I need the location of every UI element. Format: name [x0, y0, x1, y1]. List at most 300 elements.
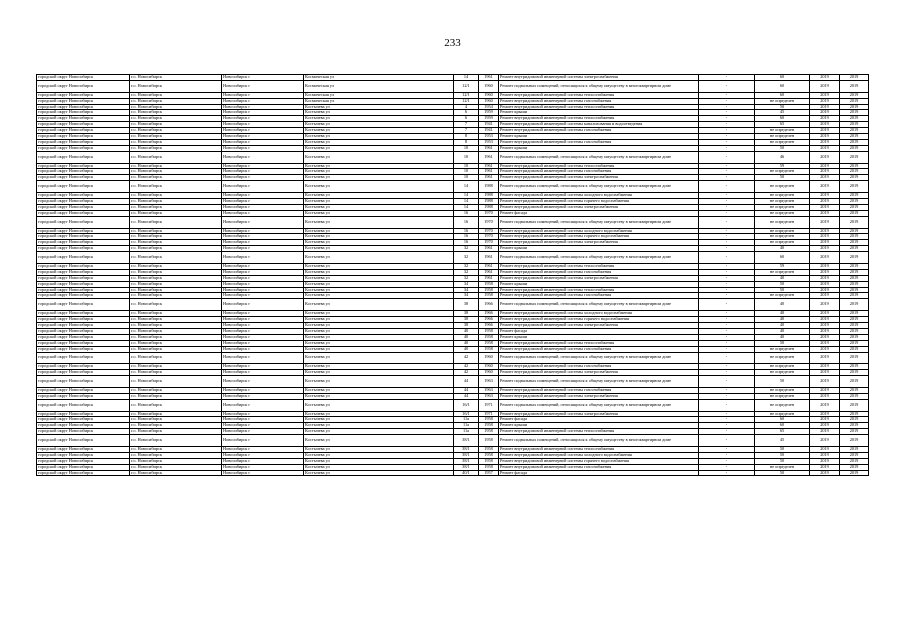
cell-end-year: 2019: [840, 417, 869, 423]
cell-work-type: Ремонт внутридомовой инженерной системы электроснабжения: [499, 204, 699, 210]
cell-street: Костычева ул: [304, 128, 454, 134]
cell-city: Новосибирск г: [222, 181, 304, 193]
cell-year-built: 1958: [479, 446, 499, 452]
cell-cost: не определен: [755, 464, 810, 470]
cell-district: городской округ Новосибирск: [37, 429, 130, 435]
cell-house-number: 42: [454, 352, 479, 364]
cell-end-year: 2019: [840, 370, 869, 376]
cell-district: городской округ Новосибирск: [37, 104, 130, 110]
cell-street: Костычева ул: [304, 275, 454, 281]
cell-house-number: 38/1: [454, 464, 479, 470]
cell-start-year: 2019: [810, 145, 840, 151]
cell-house-number: 10: [454, 175, 479, 181]
cell-district: городской округ Новосибирск: [37, 458, 130, 464]
cell-house-number: 11а: [454, 417, 479, 423]
cell-city: Новосибирск г: [222, 240, 304, 246]
cell-municipality: г.о. Новосибирск: [130, 193, 222, 199]
cell-year-built: 1960: [479, 80, 499, 92]
cell-city: Новосибирск г: [222, 446, 304, 452]
cell-city: Новосибирск г: [222, 423, 304, 429]
cell-municipality: г.о. Новосибирск: [130, 322, 222, 328]
cell-house-number: 32: [454, 246, 479, 252]
cell-municipality: г.о. Новосибирск: [130, 216, 222, 228]
cell-district: городской округ Новосибирск: [37, 169, 130, 175]
cell-start-year: 2019: [810, 128, 840, 134]
cell-house-number: 8: [454, 139, 479, 145]
cell-street: Костычева ул: [304, 393, 454, 399]
cell-year-built: 1958: [479, 464, 499, 470]
cell-dash: -: [699, 128, 755, 134]
cell-work-type: Ремонт фасада: [499, 328, 699, 334]
cell-municipality: г.о. Новосибирск: [130, 204, 222, 210]
cell-house-number: 12/1: [454, 98, 479, 104]
table-row: [37, 151, 869, 163]
cell-year-built: 1957: [479, 470, 499, 476]
cell-house-number: 38/1: [454, 446, 479, 452]
cell-street: Костычева ул: [304, 169, 454, 175]
cell-work-type: Ремонт внутридомовой инженерной системы теплоснабжения: [499, 163, 699, 169]
cell-street: Костычева ул: [304, 210, 454, 216]
cell-district: городской округ Новосибирск: [37, 145, 130, 151]
cell-city: Новосибирск г: [222, 134, 304, 140]
cell-street: Костычева ул: [304, 311, 454, 317]
cell-house-number: 38/1: [454, 458, 479, 464]
cell-end-year: 2019: [840, 423, 869, 429]
cell-district: городской округ Новосибирск: [37, 387, 130, 393]
cell-end-year: 2019: [840, 240, 869, 246]
cell-cost: 60: [755, 80, 810, 92]
cell-street: Костычева ул: [304, 145, 454, 151]
cell-cost: не определен: [755, 240, 810, 246]
cell-street: Костычева ул: [304, 151, 454, 163]
cell-work-type: Ремонт подвальных помещений, относящихся к общему имуществу в многоквартирном доме: [499, 252, 699, 264]
cell-city: Новосибирск г: [222, 411, 304, 417]
cell-dash: -: [699, 464, 755, 470]
cell-start-year: 2019: [810, 293, 840, 299]
cell-year-built: 1970: [479, 234, 499, 240]
cell-year-built: 1963: [479, 393, 499, 399]
cell-work-type: Ремонт подвальных помещений, относящихся к общему имуществу в многоквартирном доме: [499, 80, 699, 92]
cell-dash: -: [699, 352, 755, 364]
page-number: 233: [444, 37, 461, 49]
cell-end-year: 2019: [840, 346, 869, 352]
cell-city: Новосибирск г: [222, 275, 304, 281]
cell-district: городской округ Новосибирск: [37, 352, 130, 364]
cell-start-year: 2019: [810, 452, 840, 458]
cell-work-type: Ремонт внутридомовой инженерной системы холодного водоснабжения: [499, 228, 699, 234]
cell-street: Костычева ул: [304, 417, 454, 423]
cell-municipality: г.о. Новосибирск: [130, 287, 222, 293]
cell-street: Космическая ул: [304, 98, 454, 104]
cell-district: городской округ Новосибирск: [37, 216, 130, 228]
cell-start-year: 2019: [810, 151, 840, 163]
cell-end-year: 2019: [840, 104, 869, 110]
cell-dash: -: [699, 435, 755, 447]
cell-street: Костычева ул: [304, 328, 454, 334]
cell-year-built: 1961: [479, 151, 499, 163]
cell-district: городской округ Новосибирск: [37, 134, 130, 140]
cell-city: Новосибирск г: [222, 193, 304, 199]
cell-city: Новосибирск г: [222, 139, 304, 145]
cell-end-year: 2019: [840, 340, 869, 346]
cell-end-year: 2019: [840, 464, 869, 470]
cell-year-built: 1941: [479, 128, 499, 134]
cell-house-number: 42: [454, 364, 479, 370]
cell-district: городской округ Новосибирск: [37, 163, 130, 169]
cell-work-type: Ремонт фасада: [499, 210, 699, 216]
cell-street: Костычева ул: [304, 411, 454, 417]
cell-dash: -: [699, 299, 755, 311]
cell-cost: 40: [755, 299, 810, 311]
cell-house-number: 10: [454, 169, 479, 175]
cell-house-number: 14: [454, 198, 479, 204]
cell-dash: -: [699, 246, 755, 252]
cell-work-type: Ремонт внутридомовой инженерной системы холодного водоснабжения: [499, 193, 699, 199]
cell-municipality: г.о. Новосибирск: [130, 104, 222, 110]
cell-end-year: 2019: [840, 446, 869, 452]
cell-start-year: 2019: [810, 246, 840, 252]
cell-start-year: 2019: [810, 464, 840, 470]
cell-work-type: Ремонт внутридомовой инженерной системы электроснабжения: [499, 393, 699, 399]
table-row: [37, 181, 869, 193]
cell-year-built: 1970: [479, 210, 499, 216]
cell-cost: не определен: [755, 198, 810, 204]
cell-district: городской округ Новосибирск: [37, 334, 130, 340]
cell-dash: -: [699, 293, 755, 299]
cell-municipality: г.о. Новосибирск: [130, 352, 222, 364]
cell-municipality: г.о. Новосибирск: [130, 122, 222, 128]
cell-house-number: 32: [454, 263, 479, 269]
cell-house-number: 12/1: [454, 92, 479, 98]
cell-district: городской округ Новосибирск: [37, 181, 130, 193]
cell-dash: -: [699, 387, 755, 393]
cell-house-number: 40: [454, 346, 479, 352]
cell-start-year: 2019: [810, 393, 840, 399]
cell-cost: не определен: [755, 181, 810, 193]
cell-start-year: 2019: [810, 299, 840, 311]
cell-house-number: 7: [454, 128, 479, 134]
cell-municipality: г.о. Новосибирск: [130, 234, 222, 240]
cell-street: Костычева ул: [304, 134, 454, 140]
cell-work-type: Ремонт внутридомовой инженерной системы газоснабжения: [499, 293, 699, 299]
cell-house-number: 16/1: [454, 399, 479, 411]
cell-house-number: 16: [454, 234, 479, 240]
cell-work-type: Ремонт подвальных помещений, относящихся к общему имуществу в многоквартирном доме: [499, 352, 699, 364]
cell-dash: -: [699, 151, 755, 163]
cell-municipality: г.о. Новосибирск: [130, 198, 222, 204]
cell-municipality: г.о. Новосибирск: [130, 240, 222, 246]
cell-work-type: Ремонт крыши: [499, 134, 699, 140]
cell-house-number: 16/1: [454, 411, 479, 417]
cell-district: городской округ Новосибирск: [37, 293, 130, 299]
cell-municipality: г.о. Новосибирск: [130, 458, 222, 464]
cell-year-built: 1958: [479, 458, 499, 464]
cell-work-type: Ремонт крыши: [499, 281, 699, 287]
cell-end-year: 2019: [840, 198, 869, 204]
cell-city: Новосибирск г: [222, 322, 304, 328]
cell-work-type: Ремонт подвальных помещений, относящихся к общему имуществу в многоквартирном доме: [499, 299, 699, 311]
cell-cost: 40: [755, 311, 810, 317]
cell-dash: -: [699, 340, 755, 346]
cell-municipality: г.о. Новосибирск: [130, 299, 222, 311]
cell-work-type: Ремонт подвальных помещений, относящихся к общему имуществу в многоквартирном доме: [499, 376, 699, 388]
cell-year-built: 1958: [479, 435, 499, 447]
cell-work-type: Ремонт внутридомовой инженерной системы электроснабжения: [499, 275, 699, 281]
cell-street: Костычева ул: [304, 352, 454, 364]
cell-work-type: Ремонт внутридомовой инженерной системы теплоснабжения: [499, 446, 699, 452]
cell-district: городской округ Новосибирск: [37, 275, 130, 281]
cell-district: городской округ Новосибирск: [37, 116, 130, 122]
cell-start-year: 2019: [810, 75, 840, 81]
cell-dash: -: [699, 193, 755, 199]
cell-end-year: 2019: [840, 470, 869, 476]
cell-municipality: г.о. Новосибирск: [130, 252, 222, 264]
cell-street: Костычева ул: [304, 281, 454, 287]
cell-start-year: 2019: [810, 104, 840, 110]
cell-end-year: 2019: [840, 92, 869, 98]
cell-start-year: 2019: [810, 110, 840, 116]
cell-house-number: 40: [454, 340, 479, 346]
cell-cost: 65: [755, 429, 810, 435]
cell-city: Новосибирск г: [222, 269, 304, 275]
cell-end-year: 2019: [840, 364, 869, 370]
cell-street: Костычева ул: [304, 458, 454, 464]
cell-end-year: 2019: [840, 175, 869, 181]
cell-house-number: 10: [454, 151, 479, 163]
table-body: [37, 75, 869, 476]
cell-district: городской округ Новосибирск: [37, 198, 130, 204]
cell-start-year: 2019: [810, 287, 840, 293]
cell-municipality: г.о. Новосибирск: [130, 364, 222, 370]
cell-house-number: 11а: [454, 429, 479, 435]
cell-start-year: 2019: [810, 193, 840, 199]
cell-start-year: 2019: [810, 181, 840, 193]
cell-work-type: Ремонт внутридомовой инженерной системы электроснабжения: [499, 240, 699, 246]
cell-work-type: Ремонт крыши: [499, 334, 699, 340]
cell-work-type: Ремонт внутридомовой инженерной системы канализования и водоотведения: [499, 122, 699, 128]
cell-start-year: 2019: [810, 163, 840, 169]
cell-municipality: г.о. Новосибирск: [130, 429, 222, 435]
cell-district: городской округ Новосибирск: [37, 98, 130, 104]
cell-start-year: 2019: [810, 417, 840, 423]
table-row: [37, 435, 869, 447]
cell-cost: 50: [755, 104, 810, 110]
cell-cost: не определен: [755, 393, 810, 399]
cell-district: городской округ Новосибирск: [37, 175, 130, 181]
cell-dash: -: [699, 122, 755, 128]
cell-house-number: 34: [454, 293, 479, 299]
cell-work-type: Ремонт внутридомовой инженерной системы теплоснабжения: [499, 116, 699, 122]
cell-municipality: г.о. Новосибирск: [130, 181, 222, 193]
cell-dash: -: [699, 269, 755, 275]
cell-municipality: г.о. Новосибирск: [130, 75, 222, 81]
cell-year-built: 1966: [479, 317, 499, 323]
cell-municipality: г.о. Новосибирск: [130, 340, 222, 346]
cell-street: Костычева ул: [304, 246, 454, 252]
cell-city: Новосибирск г: [222, 145, 304, 151]
cell-street: Костычева ул: [304, 376, 454, 388]
cell-end-year: 2019: [840, 210, 869, 216]
cell-dash: -: [699, 334, 755, 340]
cell-cost: не определен: [755, 411, 810, 417]
cell-house-number: 14: [454, 193, 479, 199]
cell-district: городской округ Новосибирск: [37, 92, 130, 98]
cell-district: городской округ Новосибирск: [37, 139, 130, 145]
cell-district: городской округ Новосибирск: [37, 287, 130, 293]
cell-district: городской округ Новосибирск: [37, 75, 130, 81]
cell-year-built: 1958: [479, 328, 499, 334]
cell-start-year: 2019: [810, 311, 840, 317]
cell-city: Новосибирск г: [222, 387, 304, 393]
cell-municipality: г.о. Новосибирск: [130, 452, 222, 458]
cell-street: Костычева ул: [304, 370, 454, 376]
cell-start-year: 2019: [810, 240, 840, 246]
cell-work-type: Ремонт внутридомовой инженерной системы теплоснабжения: [499, 429, 699, 435]
cell-house-number: 16: [454, 216, 479, 228]
cell-district: городской округ Новосибирск: [37, 110, 130, 116]
cell-dash: -: [699, 75, 755, 81]
cell-street: Костычева ул: [304, 193, 454, 199]
cell-district: городской округ Новосибирск: [37, 423, 130, 429]
cell-work-type: Ремонт внутридомовой инженерной системы газоснабжения: [499, 169, 699, 175]
cell-municipality: г.о. Новосибирск: [130, 464, 222, 470]
cell-cost: не определен: [755, 139, 810, 145]
cell-year-built: 1988: [479, 181, 499, 193]
cell-work-type: Ремонт внутридомовой инженерной системы газоснабжения: [499, 364, 699, 370]
cell-house-number: 38: [454, 317, 479, 323]
cell-work-type: Ремонт крыши: [499, 423, 699, 429]
cell-start-year: 2019: [810, 234, 840, 240]
cell-city: Новосибирск г: [222, 376, 304, 388]
cell-cost: 50: [755, 175, 810, 181]
cell-street: Костычева ул: [304, 263, 454, 269]
cell-dash: -: [699, 470, 755, 476]
cell-municipality: г.о. Новосибирск: [130, 328, 222, 334]
cell-year-built: 1970: [479, 240, 499, 246]
cell-work-type: Ремонт крыши: [499, 145, 699, 151]
cell-work-type: Ремонт внутридомовой инженерной системы газоснабжения: [499, 139, 699, 145]
cell-city: Новосибирск г: [222, 163, 304, 169]
cell-house-number: 40: [454, 328, 479, 334]
cell-year-built: 1958: [479, 340, 499, 346]
cell-municipality: г.о. Новосибирск: [130, 346, 222, 352]
cell-year-built: 1961: [479, 75, 499, 81]
cell-work-type: Ремонт внутридомовой инженерной системы газоснабжения: [499, 98, 699, 104]
cell-district: городской округ Новосибирск: [37, 470, 130, 476]
cell-street: Костычева ул: [304, 234, 454, 240]
cell-street: Космическая ул: [304, 80, 454, 92]
cell-street: Костычева ул: [304, 163, 454, 169]
cell-dash: -: [699, 429, 755, 435]
cell-cost: 50: [755, 145, 810, 151]
cell-street: Костычева ул: [304, 228, 454, 234]
cell-dash: -: [699, 446, 755, 452]
cell-start-year: 2019: [810, 470, 840, 476]
cell-cost: не определен: [755, 387, 810, 393]
cell-cost: не определен: [755, 98, 810, 104]
cell-start-year: 2019: [810, 376, 840, 388]
cell-start-year: 2019: [810, 275, 840, 281]
cell-street: Костычева ул: [304, 139, 454, 145]
cell-municipality: г.о. Новосибирск: [130, 281, 222, 287]
cell-cost: 40: [755, 246, 810, 252]
cell-cost: 50: [755, 458, 810, 464]
cell-street: Костычева ул: [304, 364, 454, 370]
cell-start-year: 2019: [810, 98, 840, 104]
cell-municipality: г.о. Новосибирск: [130, 128, 222, 134]
cell-year-built: 1960: [479, 352, 499, 364]
cell-work-type: Ремонт внутридомовой инженерной системы теплоснабжения: [499, 340, 699, 346]
cell-house-number: 40: [454, 334, 479, 340]
cell-city: Новосибирск г: [222, 470, 304, 476]
cell-cost: не определен: [755, 399, 810, 411]
cell-municipality: г.о. Новосибирск: [130, 80, 222, 92]
cell-city: Новосибирск г: [222, 80, 304, 92]
cell-end-year: 2019: [840, 98, 869, 104]
cell-end-year: 2019: [840, 311, 869, 317]
cell-start-year: 2019: [810, 139, 840, 145]
cell-house-number: 32: [454, 252, 479, 264]
cell-district: городской округ Новосибирск: [37, 246, 130, 252]
cell-start-year: 2019: [810, 429, 840, 435]
cell-start-year: 2019: [810, 216, 840, 228]
cell-house-number: 7: [454, 122, 479, 128]
table-row: [37, 299, 869, 311]
cell-end-year: 2019: [840, 452, 869, 458]
cell-cost: 50: [755, 281, 810, 287]
cell-work-type: Ремонт фасада: [499, 417, 699, 423]
cell-work-type: Ремонт внутридомовой инженерной системы электроснабжения: [499, 411, 699, 417]
cell-end-year: 2019: [840, 181, 869, 193]
cell-cost: не определен: [755, 346, 810, 352]
cell-house-number: 10: [454, 145, 479, 151]
cell-street: Костычева ул: [304, 470, 454, 476]
cell-year-built: 1963: [479, 387, 499, 393]
cell-start-year: 2019: [810, 122, 840, 128]
cell-street: Костычева ул: [304, 387, 454, 393]
cell-district: городской округ Новосибирск: [37, 411, 130, 417]
cell-house-number: 8: [454, 134, 479, 140]
cell-dash: -: [699, 376, 755, 388]
cell-year-built: 1941: [479, 122, 499, 128]
cell-municipality: г.о. Новосибирск: [130, 317, 222, 323]
cell-work-type: Ремонт внутридомовой инженерной системы горячего водоснабжения: [499, 198, 699, 204]
cell-work-type: Ремонт внутридомовой инженерной системы теплоснабжения: [499, 263, 699, 269]
cell-cost: не определен: [755, 228, 810, 234]
cell-year-built: 1966: [479, 322, 499, 328]
cell-year-built: 1963: [479, 376, 499, 388]
cell-house-number: 38: [454, 311, 479, 317]
cell-house-number: 32: [454, 269, 479, 275]
cell-city: Новосибирск г: [222, 228, 304, 234]
cell-city: Новосибирск г: [222, 122, 304, 128]
cell-city: Новосибирск г: [222, 128, 304, 134]
cell-work-type: Ремонт внутридомовой инженерной системы электроснабжения: [499, 175, 699, 181]
cell-house-number: 11а: [454, 423, 479, 429]
cell-end-year: 2019: [840, 151, 869, 163]
cell-municipality: г.о. Новосибирск: [130, 269, 222, 275]
cell-cost: 50: [755, 452, 810, 458]
cell-municipality: г.о. Новосибирск: [130, 139, 222, 145]
cell-dash: -: [699, 181, 755, 193]
cell-work-type: Ремонт внутридомовой инженерной системы холодного водоснабжения: [499, 452, 699, 458]
cell-year-built: 1959: [479, 110, 499, 116]
cell-end-year: 2019: [840, 139, 869, 145]
cell-dash: -: [699, 393, 755, 399]
cell-work-type: Ремонт внутридомовой инженерной системы теплоснабжения: [499, 104, 699, 110]
cell-end-year: 2019: [840, 110, 869, 116]
cell-year-built: 1961: [479, 169, 499, 175]
